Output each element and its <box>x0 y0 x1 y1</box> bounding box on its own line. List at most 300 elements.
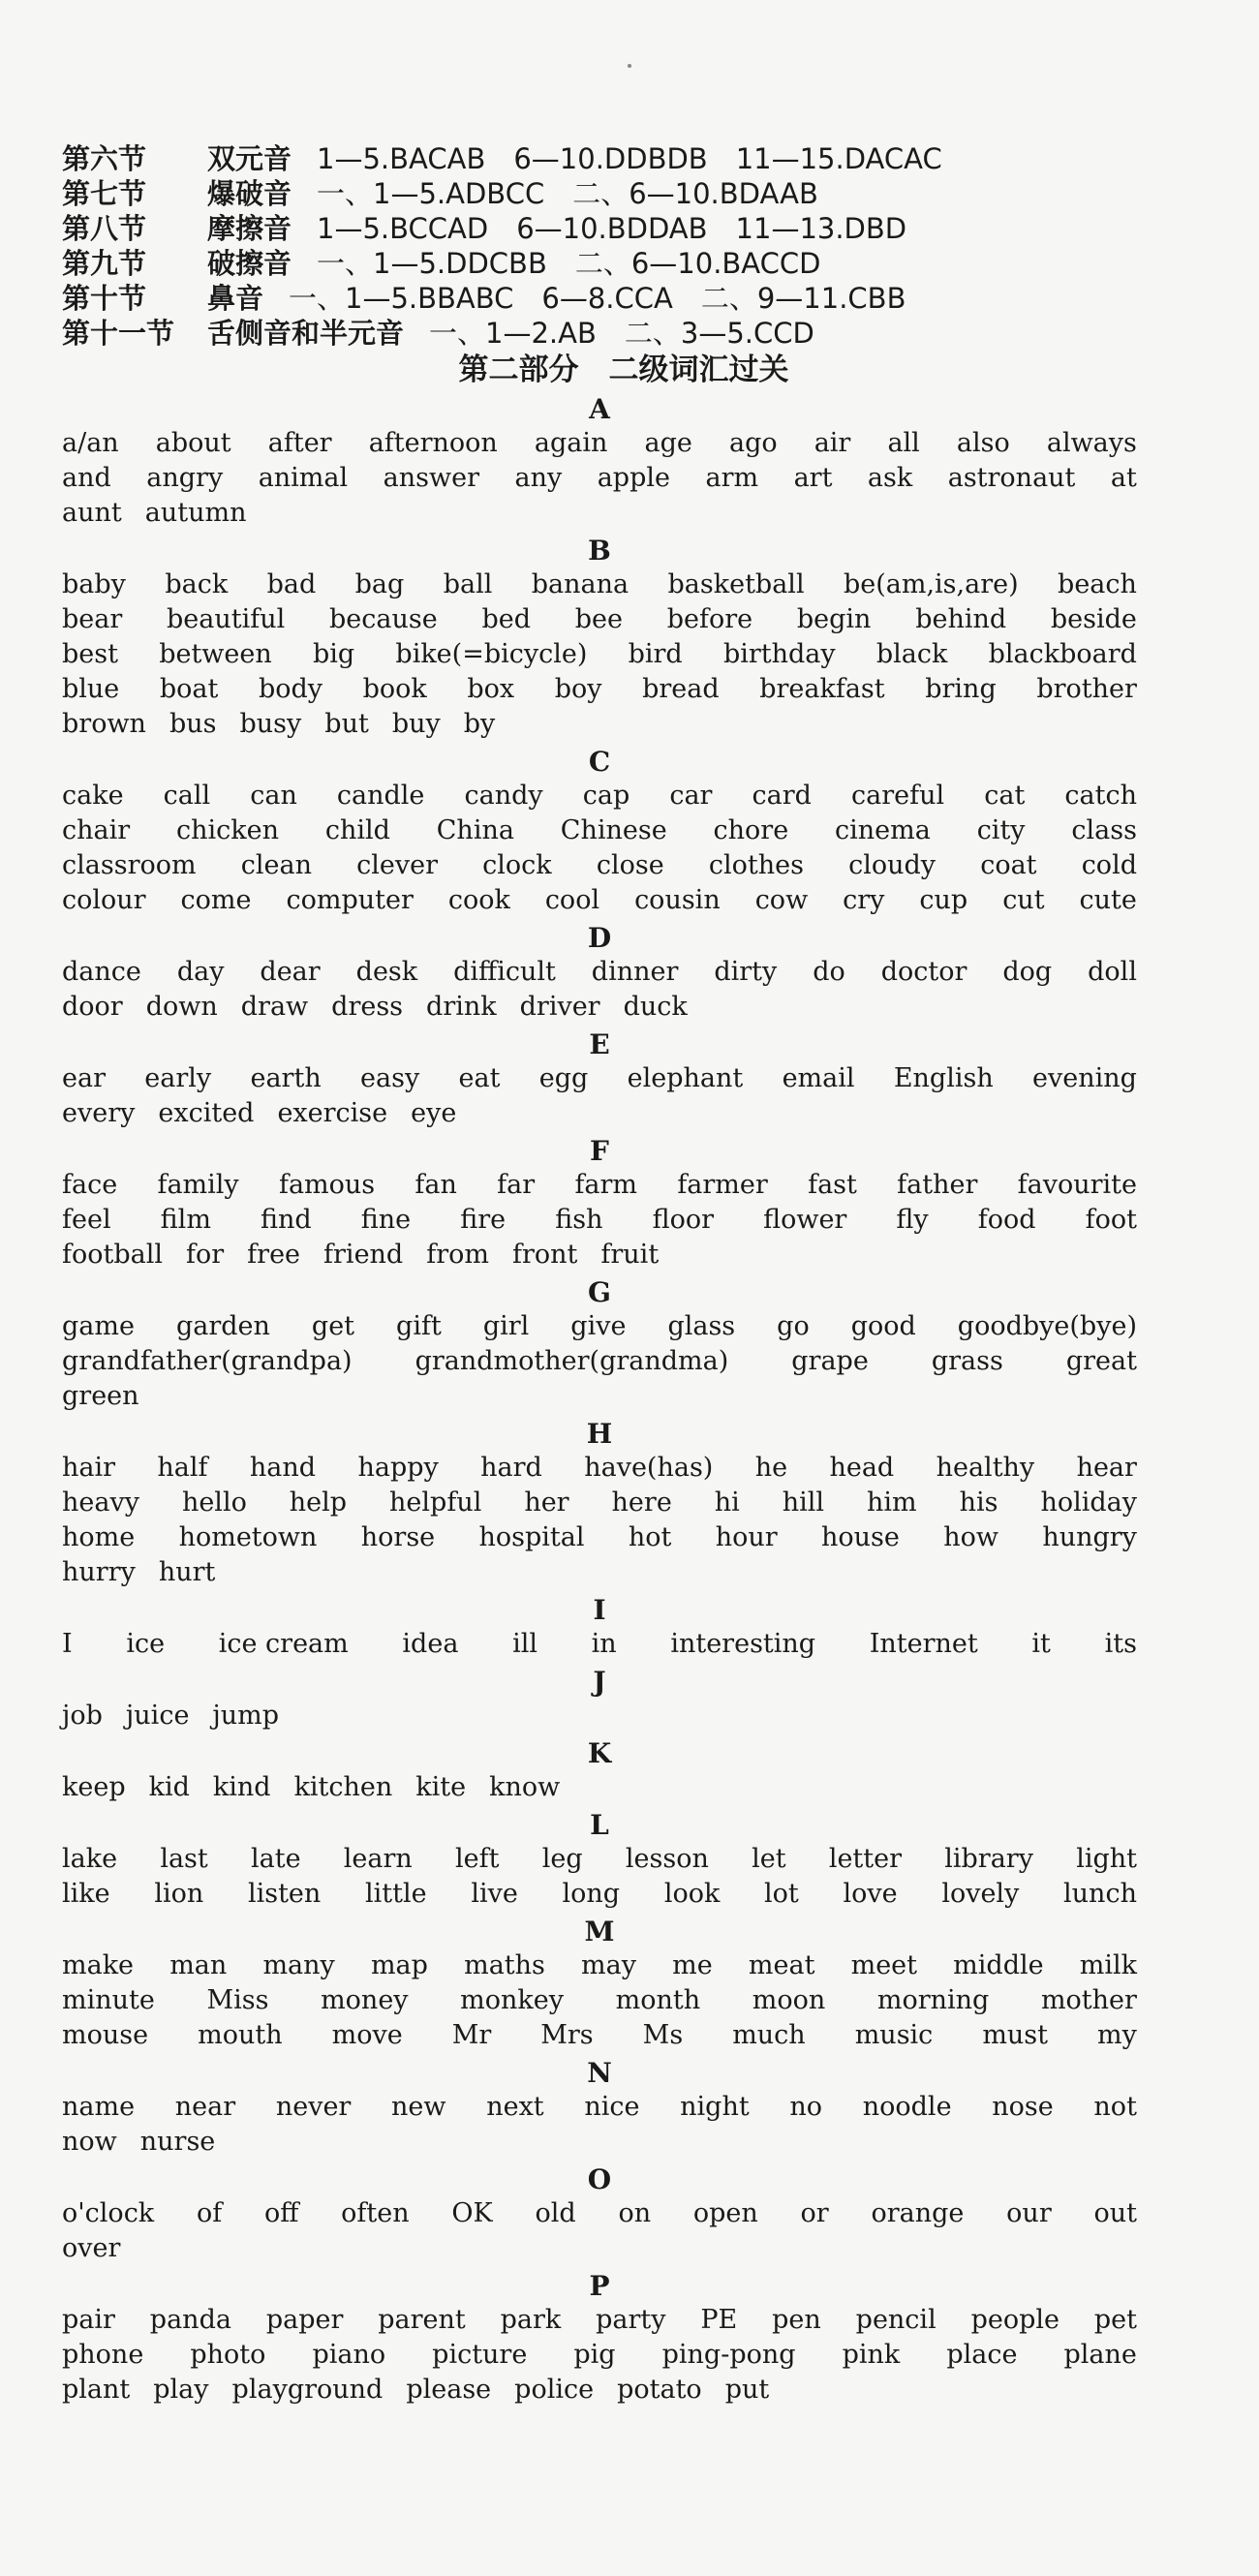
vocab-word: down <box>145 992 218 1022</box>
vocab-word: plant <box>62 2375 131 2405</box>
vocab-word: hot <box>628 1522 672 1552</box>
vocab-word: city <box>976 815 1026 845</box>
word-line <box>62 1203 1137 1238</box>
vocab-word: China <box>436 815 514 845</box>
answer-row <box>62 211 1137 246</box>
vocab-word: art <box>793 463 833 493</box>
vocab-word: bad <box>266 569 317 599</box>
vocab-word: noodle <box>862 2092 952 2122</box>
vocab-word: over <box>62 2233 121 2263</box>
category-label: 摩擦音 <box>207 212 292 245</box>
word-line <box>62 1309 1137 1344</box>
vocab-word: listen <box>247 1879 322 1909</box>
letter-heading: O <box>587 2163 612 2195</box>
word-line <box>62 848 1137 883</box>
vocab-word: must <box>982 2020 1049 2050</box>
vocab-word: it <box>1031 1629 1051 1659</box>
vocab-word: age <box>644 428 692 458</box>
vocab-word: ask <box>867 463 913 493</box>
word-line <box>62 1520 1137 1555</box>
vocab-word: pen <box>772 2305 821 2335</box>
word-line <box>62 2231 1137 2266</box>
vocab-word: dinner <box>591 957 679 987</box>
letter-heading: K <box>587 1737 612 1769</box>
vocab-word: email <box>782 1063 855 1093</box>
vocab-word: face <box>62 1170 118 1200</box>
word-line <box>62 2338 1137 2373</box>
section-label: 第十一节 <box>62 317 175 350</box>
word-line <box>62 2303 1137 2338</box>
vocab-word: home <box>62 1522 136 1552</box>
vocab-word: also <box>956 428 1010 458</box>
vocab-word: arm <box>705 463 759 493</box>
vocab-word: baby <box>62 569 126 599</box>
vocab-word: foot <box>1085 1205 1137 1235</box>
vocabulary-list <box>62 393 1137 2407</box>
vocab-word: hill <box>782 1487 825 1518</box>
vocab-word: police <box>514 2375 595 2405</box>
vocab-word: candy <box>464 781 543 811</box>
vocab-word: answer <box>383 463 479 493</box>
word-line <box>62 1555 1137 1590</box>
vocab-word: cake <box>62 781 124 811</box>
vocab-word: earth <box>250 1063 322 1093</box>
vocab-word: game <box>62 1311 135 1341</box>
word-line <box>62 1168 1137 1203</box>
vocab-word: put <box>724 2375 770 2405</box>
vocab-word: any <box>514 463 563 493</box>
vocab-word: farm <box>574 1170 638 1200</box>
word-line <box>62 1486 1137 1520</box>
vocab-word: cook <box>447 885 510 915</box>
section-label: 第六节 <box>62 142 147 175</box>
vocab-word: all <box>887 428 920 458</box>
vocab-word: easy <box>360 1063 420 1093</box>
word-line <box>62 1451 1137 1486</box>
vocab-word: middle <box>953 1950 1044 1980</box>
vocab-word: near <box>174 2092 236 2122</box>
vocab-word: PE <box>700 2305 738 2335</box>
vocab-word: coat <box>980 850 1037 880</box>
word-line <box>62 602 1137 637</box>
vocab-word: man <box>169 1950 228 1980</box>
vocab-word: be(am,is,are) <box>843 569 1019 599</box>
vocab-word: dog <box>1002 957 1053 987</box>
vocab-word: careful <box>851 781 945 811</box>
vocab-word: maths <box>464 1950 545 1980</box>
vocab-word: him <box>867 1487 917 1518</box>
letter-heading: G <box>588 1276 611 1308</box>
vocab-word: interesting <box>670 1629 816 1659</box>
letter-heading: B <box>588 535 611 567</box>
vocab-word: meet <box>850 1950 918 1980</box>
vocab-word: English <box>893 1063 994 1093</box>
vocab-word: bus <box>169 709 217 739</box>
vocab-word: bag <box>354 569 405 599</box>
vocab-word: Internet <box>869 1629 978 1659</box>
vocab-word: back <box>165 569 229 599</box>
word-line <box>62 1344 1137 1379</box>
vocab-word: bring <box>925 674 997 704</box>
vocab-word: lot <box>764 1879 799 1909</box>
word-line <box>62 2196 1137 2231</box>
vocab-word: apple <box>597 463 670 493</box>
vocab-word: plane <box>1063 2340 1137 2370</box>
vocab-word: clean <box>240 850 312 880</box>
vocab-word: kite <box>415 1772 467 1802</box>
word-line <box>62 2018 1137 2053</box>
answer-key <box>62 141 1137 351</box>
word-line <box>62 461 1137 496</box>
vocab-word: computer <box>286 885 414 915</box>
word-line <box>62 779 1137 813</box>
letter-heading: A <box>589 393 610 425</box>
vocab-word: open <box>692 2198 758 2228</box>
vocab-word: and <box>62 463 111 493</box>
vocab-word: park <box>500 2305 562 2335</box>
vocab-word: desk <box>355 957 418 987</box>
vocab-word: fly <box>896 1205 929 1235</box>
vocab-word: bird <box>628 639 683 669</box>
vocab-word: light <box>1076 1844 1137 1874</box>
vocab-word: mouth <box>198 2020 283 2050</box>
category-label: 爆破音 <box>207 177 292 210</box>
vocab-word: dress <box>331 992 404 1022</box>
vocab-word: cloudy <box>848 850 937 880</box>
vocab-word: garden <box>175 1311 270 1341</box>
vocab-word: holiday <box>1040 1487 1137 1518</box>
vocab-word: always <box>1046 428 1137 458</box>
word-line <box>62 1770 1137 1805</box>
vocab-word: ice cream <box>218 1629 349 1659</box>
vocab-word: floor <box>652 1205 714 1235</box>
vocab-word: ear <box>62 1063 106 1093</box>
vocab-word: do <box>813 957 845 987</box>
vocab-word: playground <box>231 2375 384 2405</box>
vocab-word: by <box>463 709 496 739</box>
vocab-word: fish <box>555 1205 603 1235</box>
vocab-word: like <box>62 1879 110 1909</box>
vocab-word: colour <box>62 885 146 915</box>
word-line <box>62 567 1137 602</box>
vocab-word: photo <box>190 2340 266 2370</box>
vocab-word: brother <box>1036 674 1137 704</box>
section-label: 第七节 <box>62 177 147 210</box>
vocab-word: here <box>611 1487 672 1518</box>
word-line <box>62 813 1137 848</box>
vocab-word: now <box>62 2127 117 2157</box>
word-line <box>62 1877 1137 1912</box>
vocab-word: egg <box>538 1063 589 1093</box>
vocab-word: grass <box>931 1346 1003 1376</box>
vocab-word: early <box>144 1063 212 1093</box>
vocab-word: can <box>250 781 297 811</box>
vocab-word: how <box>943 1522 998 1552</box>
vocab-word: learn <box>343 1844 413 1874</box>
vocab-word: pet <box>1093 2305 1137 2335</box>
vocab-word: about <box>155 428 231 458</box>
vocab-word: class <box>1071 815 1137 845</box>
vocab-word: catch <box>1064 781 1137 811</box>
vocab-word: cry <box>843 885 885 915</box>
vocab-word: lion <box>154 1879 204 1909</box>
vocab-word: month <box>615 1985 701 2015</box>
answer-text: 1—5.BCCAD 6—10.BDDAB 11—13.DBD <box>317 212 907 245</box>
vocab-word: between <box>159 639 272 669</box>
vocab-word: library <box>944 1844 1033 1874</box>
vocab-word: hello <box>181 1487 247 1518</box>
vocab-word: panda <box>149 2305 231 2335</box>
vocab-word: kitchen <box>293 1772 393 1802</box>
vocab-word: candle <box>336 781 425 811</box>
vocab-word: cold <box>1081 850 1137 880</box>
vocab-word: little <box>365 1879 427 1909</box>
vocab-word: cow <box>754 885 809 915</box>
vocab-word: best <box>62 639 118 669</box>
vocab-word: may <box>581 1950 636 1980</box>
vocab-word: hurt <box>158 1557 216 1587</box>
vocab-word: music <box>854 2020 934 2050</box>
vocab-word: door <box>62 992 123 1022</box>
vocab-word: o'clock <box>62 2198 155 2228</box>
vocab-word: basketball <box>667 569 805 599</box>
vocab-word: head <box>829 1453 895 1483</box>
vocab-word: or <box>800 2198 829 2228</box>
vocab-word: astronaut <box>947 463 1076 493</box>
vocab-word: never <box>275 2092 352 2122</box>
vocab-word: pair <box>62 2305 115 2335</box>
letter-heading: I <box>593 1594 606 1626</box>
vocab-word: air <box>814 428 851 458</box>
vocab-word: pink <box>842 2340 901 2370</box>
vocab-word: chore <box>713 815 789 845</box>
vocab-word: classroom <box>62 850 197 880</box>
word-line <box>62 1061 1137 1096</box>
vocab-word: leg <box>541 1844 583 1874</box>
section-label: 第十节 <box>62 282 147 315</box>
vocab-word: pencil <box>855 2305 937 2335</box>
letter-heading: P <box>589 2270 610 2302</box>
word-line <box>62 426 1137 461</box>
vocab-word: box <box>467 674 515 704</box>
vocab-word: food <box>977 1205 1036 1235</box>
word-line <box>62 1948 1137 1983</box>
vocab-word: find <box>261 1205 312 1235</box>
vocab-word: hard <box>480 1453 542 1483</box>
vocab-word: OK <box>451 2198 493 2228</box>
vocab-word: letter <box>828 1844 903 1874</box>
vocab-word: film <box>160 1205 211 1235</box>
vocab-word: no <box>789 2092 823 2122</box>
vocab-word: ice <box>126 1629 166 1659</box>
vocab-word: green <box>62 1381 139 1411</box>
vocab-word: ping-pong <box>661 2340 796 2370</box>
vocab-word: hour <box>715 1522 778 1552</box>
word-line <box>62 883 1137 918</box>
vocab-word: half <box>157 1453 208 1483</box>
vocab-word: night <box>680 2092 750 2122</box>
vocab-word: he <box>754 1453 788 1483</box>
vocab-word: helpful <box>389 1487 482 1518</box>
vocab-word: fine <box>360 1205 412 1235</box>
vocab-word: hear <box>1076 1453 1137 1483</box>
vocab-word: its <box>1104 1629 1137 1659</box>
letter-heading: F <box>590 1135 609 1167</box>
word-line <box>62 955 1137 990</box>
vocab-word: fire <box>460 1205 507 1235</box>
vocab-word: cap <box>582 781 630 811</box>
vocab-word: in <box>591 1629 617 1659</box>
vocab-word: birthday <box>722 639 836 669</box>
category-label: 舌侧音和半元音 <box>207 317 405 350</box>
vocab-word: map <box>370 1950 428 1980</box>
vocab-word: cousin <box>634 885 721 915</box>
vocab-word: move <box>331 2020 403 2050</box>
vocab-word: great <box>1065 1346 1137 1376</box>
vocab-word: blue <box>62 674 120 704</box>
vocab-word: cup <box>919 885 968 915</box>
vocab-word: draw <box>240 992 309 1022</box>
vocab-word: breakfast <box>759 674 885 704</box>
vocab-word: animal <box>258 463 349 493</box>
answer-row <box>62 176 1137 211</box>
vocab-word: girl <box>482 1311 530 1341</box>
category-label: 鼻音 <box>207 282 264 315</box>
vocab-word: people <box>970 2305 1059 2335</box>
vocab-word: heavy <box>62 1487 139 1518</box>
vocab-word: love <box>843 1879 898 1909</box>
vocab-word: banana <box>531 569 630 599</box>
letter-heading: D <box>587 922 612 954</box>
letter-heading: J <box>593 1666 606 1698</box>
word-line <box>62 1842 1137 1877</box>
vocab-word: give <box>570 1311 627 1341</box>
vocab-word: grandmother(grandma) <box>415 1346 729 1376</box>
vocab-word: but <box>324 709 369 739</box>
vocab-word: cat <box>984 781 1026 811</box>
vocab-word: job <box>62 1701 103 1731</box>
vocab-word: ball <box>443 569 493 599</box>
vocab-word: chair <box>62 815 131 845</box>
vocab-word: piano <box>312 2340 386 2370</box>
vocab-word: buy <box>391 709 441 739</box>
word-line <box>62 2125 1137 2160</box>
vocab-word: nose <box>992 2092 1054 2122</box>
vocab-word: hand <box>249 1453 317 1483</box>
vocab-word: father <box>897 1170 978 1200</box>
vocab-word: minute <box>62 1985 155 2015</box>
vocab-word: hospital <box>478 1522 585 1552</box>
vocab-word: eat <box>458 1063 501 1093</box>
vocab-word: nurse <box>139 2127 216 2157</box>
vocab-word: far <box>497 1170 536 1200</box>
vocab-word: kind <box>212 1772 271 1802</box>
vocab-word: ill <box>512 1629 537 1659</box>
vocab-word: card <box>752 781 812 811</box>
answer-text: 一、1—5.DDCBB 二、6—10.BACCD <box>317 247 821 280</box>
vocab-word: autumn <box>144 498 247 528</box>
vocab-word: look <box>663 1879 721 1909</box>
vocab-word: Chinese <box>560 815 667 845</box>
vocab-word: cool <box>544 885 600 915</box>
category-label: 破擦音 <box>207 247 292 280</box>
vocab-word: hometown <box>178 1522 318 1552</box>
vocab-word: keep <box>62 1772 126 1802</box>
vocab-word: off <box>263 2198 299 2228</box>
vocab-word: on <box>618 2198 652 2228</box>
vocab-word: black <box>875 639 948 669</box>
smudge-mark <box>628 64 631 68</box>
vocab-word: please <box>406 2375 492 2405</box>
vocab-word: angry <box>146 463 224 493</box>
vocab-word: kid <box>148 1772 190 1802</box>
vocab-word: lesson <box>625 1844 709 1874</box>
vocab-word: many <box>262 1950 335 1980</box>
vocab-word: bed <box>481 604 532 634</box>
vocab-word: make <box>62 1950 135 1980</box>
vocab-word: elephant <box>627 1063 744 1093</box>
vocab-word: brown <box>62 709 146 739</box>
vocab-word: good <box>850 1311 916 1341</box>
vocab-word: hurry <box>62 1557 136 1587</box>
vocab-word: from <box>426 1240 489 1270</box>
word-line <box>62 2090 1137 2125</box>
word-line <box>62 707 1137 742</box>
vocab-word: before <box>666 604 753 634</box>
vocab-word: after <box>267 428 332 458</box>
vocab-word: often <box>341 2198 410 2228</box>
letter-heading: H <box>586 1418 613 1450</box>
word-line <box>62 672 1137 707</box>
vocab-word: play <box>153 2375 209 2405</box>
vocab-word: my <box>1097 2020 1137 2050</box>
vocab-word: aunt <box>62 498 122 528</box>
vocab-word: last <box>160 1844 208 1874</box>
vocab-word: Ms <box>642 2020 684 2050</box>
vocab-word: mother <box>1040 1985 1137 2015</box>
vocab-word: mouse <box>62 2020 149 2050</box>
vocab-word: book <box>362 674 427 704</box>
vocab-word: juice <box>125 1701 190 1731</box>
vocab-word: healthy <box>936 1453 1035 1483</box>
vocab-word: bread <box>642 674 720 704</box>
vocab-word: party <box>596 2305 666 2335</box>
letter-heading: E <box>589 1028 610 1060</box>
word-line <box>62 1379 1137 1414</box>
answer-row <box>62 141 1137 176</box>
vocab-word: ago <box>728 428 778 458</box>
vocab-word: orange <box>871 2198 965 2228</box>
section-label: 第九节 <box>62 247 147 280</box>
answer-row <box>62 316 1137 351</box>
vocab-word: football <box>62 1240 164 1270</box>
vocab-word: day <box>176 957 225 987</box>
vocab-word: front <box>511 1240 578 1270</box>
vocab-word: because <box>329 604 438 634</box>
vocab-word: behind <box>915 604 1007 634</box>
vocab-word: me <box>672 1950 713 1980</box>
word-line <box>62 637 1137 672</box>
vocab-word: farmer <box>677 1170 768 1200</box>
vocab-word: left <box>455 1844 500 1874</box>
vocab-word: beautiful <box>167 604 286 634</box>
vocab-word: busy <box>239 709 302 739</box>
word-line <box>62 1699 1137 1733</box>
vocab-word: friend <box>323 1240 404 1270</box>
vocab-word: eye <box>411 1098 457 1128</box>
vocab-word: much <box>732 2020 806 2050</box>
vocab-word: hungry <box>1042 1522 1137 1552</box>
